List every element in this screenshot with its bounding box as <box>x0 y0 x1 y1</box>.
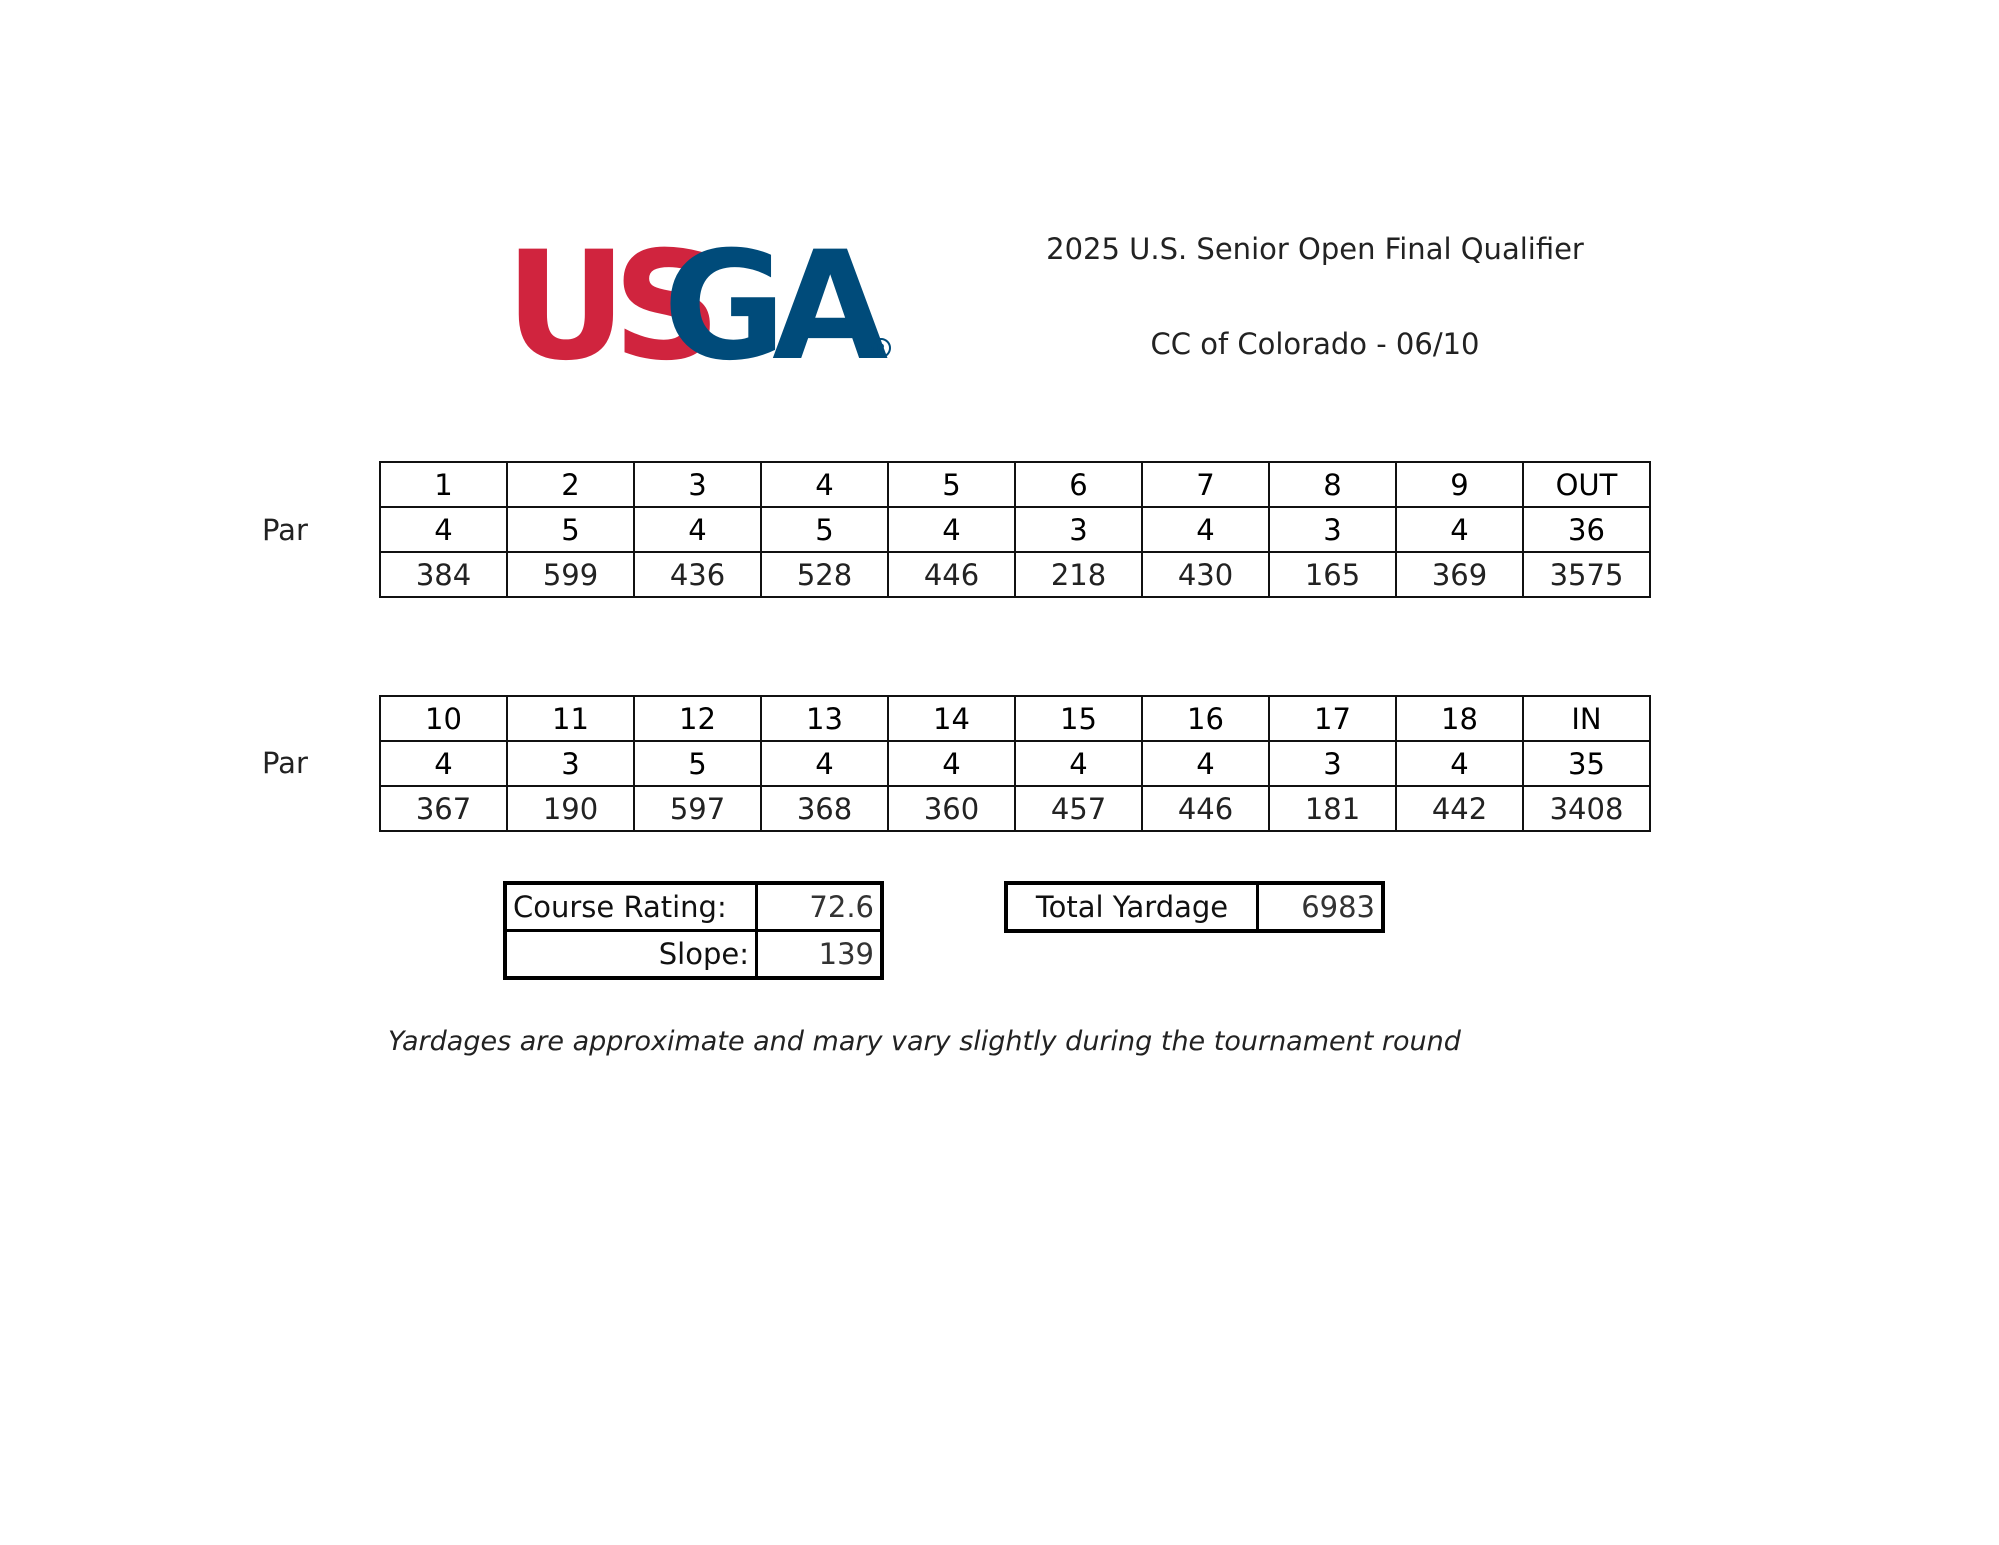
svg-text:R: R <box>876 342 886 358</box>
front-par-label: Par <box>262 513 308 547</box>
slope-label: Slope: <box>505 931 757 979</box>
hole-number-cell: 17 <box>1269 696 1396 741</box>
yardage-cell: 165 <box>1269 552 1396 597</box>
yardage-cell: 367 <box>380 786 507 831</box>
yardage-cell: 360 <box>888 786 1015 831</box>
par-cell: 3 <box>1269 507 1396 552</box>
hole-number-cell: 9 <box>1396 462 1523 507</box>
yardage-cell: 430 <box>1142 552 1269 597</box>
yardage-cell: 599 <box>507 552 634 597</box>
course-rating-row <box>505 883 882 931</box>
hole-number-cell: 7 <box>1142 462 1269 507</box>
logo-ga-letters: GA <box>663 228 875 368</box>
course-rating-box <box>503 881 884 980</box>
par-cell: 3 <box>1015 507 1142 552</box>
yardage-row <box>380 786 1650 831</box>
total-yardage-row <box>1006 883 1383 931</box>
yardage-cell: 218 <box>1015 552 1142 597</box>
yardage-row <box>380 552 1650 597</box>
in-yardage-total-cell: 3408 <box>1523 786 1650 831</box>
par-cell: 3 <box>1269 741 1396 786</box>
usga-logo <box>505 228 905 368</box>
yardage-cell: 446 <box>1142 786 1269 831</box>
yardage-cell: 369 <box>1396 552 1523 597</box>
hole-number-cell: 12 <box>634 696 761 741</box>
back-nine-table <box>379 695 1651 832</box>
hole-number-row <box>380 696 1650 741</box>
course-rating-label: Course Rating: <box>505 883 757 931</box>
yardage-cell: 368 <box>761 786 888 831</box>
event-subtitle: CC of Colorado - 06/10 <box>1150 327 1480 361</box>
front-nine-table <box>379 461 1651 598</box>
par-cell: 5 <box>634 741 761 786</box>
yardage-cell: 181 <box>1269 786 1396 831</box>
yardage-cell: 457 <box>1015 786 1142 831</box>
par-cell: 5 <box>507 507 634 552</box>
hole-number-cell: 15 <box>1015 696 1142 741</box>
hole-number-cell: 14 <box>888 696 1015 741</box>
out-header-cell: OUT <box>1523 462 1650 507</box>
par-cell: 4 <box>888 741 1015 786</box>
hole-number-cell: 8 <box>1269 462 1396 507</box>
total-yardage-label: Total Yardage <box>1006 883 1258 931</box>
hole-number-cell: 11 <box>507 696 634 741</box>
hole-number-cell: 5 <box>888 462 1015 507</box>
yardage-cell: 442 <box>1396 786 1523 831</box>
par-row <box>380 507 1650 552</box>
slope-value: 139 <box>757 931 883 979</box>
slope-row <box>505 931 882 979</box>
hole-number-cell: 13 <box>761 696 888 741</box>
par-cell: 4 <box>1396 507 1523 552</box>
par-cell: 5 <box>761 507 888 552</box>
hole-number-cell: 16 <box>1142 696 1269 741</box>
hole-number-cell: 6 <box>1015 462 1142 507</box>
par-cell: 4 <box>634 507 761 552</box>
hole-number-cell: 1 <box>380 462 507 507</box>
back-par-label: Par <box>262 746 308 780</box>
hole-number-cell: 2 <box>507 462 634 507</box>
yardage-cell: 597 <box>634 786 761 831</box>
par-cell: 4 <box>1396 741 1523 786</box>
in-header-cell: IN <box>1523 696 1650 741</box>
par-cell: 4 <box>1142 507 1269 552</box>
par-cell: 4 <box>1142 741 1269 786</box>
par-row <box>380 741 1650 786</box>
yardage-disclaimer: Yardages are approximate and mary vary slightly during the tournament round <box>388 1026 1461 1057</box>
par-cell: 4 <box>380 507 507 552</box>
hole-number-cell: 10 <box>380 696 507 741</box>
yardage-cell: 446 <box>888 552 1015 597</box>
hole-number-cell: 3 <box>634 462 761 507</box>
par-cell: 4 <box>761 741 888 786</box>
hole-number-cell: 4 <box>761 462 888 507</box>
par-cell: 4 <box>888 507 1015 552</box>
total-yardage-value: 6983 <box>1258 883 1384 931</box>
event-title: 2025 U.S. Senior Open Final Qualifier <box>1046 232 1584 266</box>
hole-number-cell: 18 <box>1396 696 1523 741</box>
out-yardage-total-cell: 3575 <box>1523 552 1650 597</box>
hole-number-row <box>380 462 1650 507</box>
course-rating-value: 72.6 <box>757 883 883 931</box>
par-cell: 3 <box>507 741 634 786</box>
logo-us-letters: US <box>505 228 707 368</box>
yardage-cell: 384 <box>380 552 507 597</box>
out-par-total-cell: 36 <box>1523 507 1650 552</box>
in-par-total-cell: 35 <box>1523 741 1650 786</box>
par-cell: 4 <box>1015 741 1142 786</box>
par-cell: 4 <box>380 741 507 786</box>
total-yardage-box <box>1004 881 1385 933</box>
yardage-cell: 528 <box>761 552 888 597</box>
yardage-cell: 436 <box>634 552 761 597</box>
yardage-cell: 190 <box>507 786 634 831</box>
